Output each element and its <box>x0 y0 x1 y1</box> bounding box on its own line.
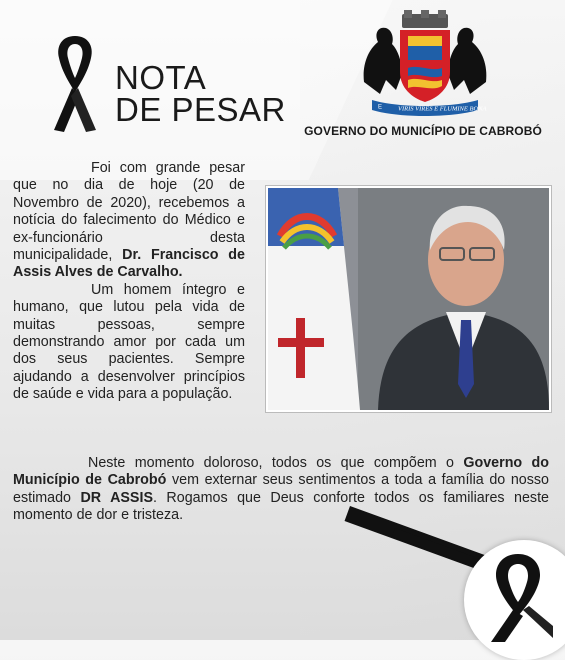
government-name: GOVERNO DO MUNICÍPIO DE CABROBÓ <box>304 124 542 138</box>
page-title <box>115 59 286 128</box>
title-line: DE PESAR <box>115 91 286 128</box>
mourning-ribbon-icon <box>50 32 100 134</box>
crest-motto: VIRIS VIRES E FLUMINE BONA <box>398 105 487 113</box>
paragraph <box>13 455 549 525</box>
portrait-photo <box>266 186 551 412</box>
title-line: NOTA <box>115 59 207 96</box>
doctor-name-bold: DR ASSIS <box>80 489 153 506</box>
paragraph-text: vem externar seus sentimentos a toda a família do nosso estimado <box>13 472 549 506</box>
tribute-text-column <box>13 160 245 404</box>
paragraph-text: Neste momento doloroso, todos os que compõem o <box>88 455 464 471</box>
tribute-text-full <box>13 455 549 525</box>
paragraph <box>13 282 245 404</box>
paragraph-text: Foi com grande pesar que no dia de hoje (20 de Novembro de 2020), recebemos a notícia do falecimento do Médico e ex-funcionário desta municipalidade, <box>13 160 245 264</box>
deceased-name: Dr. Francisco de Assis Alves de Carvalho. <box>13 247 245 281</box>
paragraph-text: Um homem íntegro e humano, que lutou pela vida de muitas pessoas, sempre demonstrando amor por cada um dos seus pacientes. Sempre ajudando a desenvolver princípios de saúde e vida para a população. <box>13 281 245 403</box>
crest-letter: E <box>378 104 383 111</box>
government-name-bold: Governo do Município de Cabrobó <box>13 455 549 489</box>
paragraph-text: . Rogamos que Deus conforte todos os familiares neste momento de dor e tristeza. <box>13 489 549 524</box>
mourning-ribbon-icon <box>483 552 553 642</box>
municipal-crest-logo <box>358 10 492 116</box>
paragraph <box>13 160 245 282</box>
